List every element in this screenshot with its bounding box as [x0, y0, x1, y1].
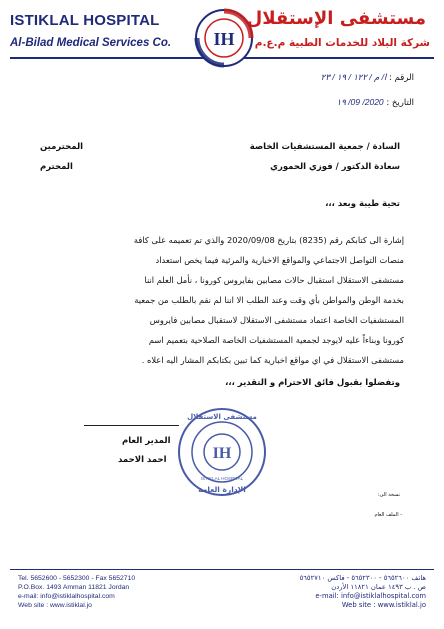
- addressee-1: السادة / جمعية المستشفيات الخاصة: [249, 142, 400, 152]
- body-line: مستشفى الاستقلال في اي مواقع اخبارية كما تبين بكتابكم المشار اليه اعلاه .: [141, 355, 404, 365]
- date-label: التاريخ :: [386, 98, 414, 108]
- addressee-2: سعادة الدكتور / فوزي الحموري: [270, 162, 400, 172]
- footer-website-en[interactable]: Web site : www.istiklal.jo: [18, 602, 92, 609]
- date-value: 2020/ 09/ ١٩: [336, 97, 384, 107]
- svg-text:مستشفى الاستقلال: مستشفى الاستقلال: [187, 413, 257, 421]
- cc-item: - الملف العام: [374, 512, 402, 518]
- body-line: المستشفيات الخاصة اعتماد مستشفى الاستقلال لاستقبال مصابين فايروس: [149, 315, 404, 325]
- body-line: بخدمة الوطن والمواطن بأي وقت وعند الطلب الا اننا لم نقم بالطلب من جمعية: [134, 295, 404, 305]
- svg-text:الإدارة العامة: الإدارة العامة: [198, 485, 246, 494]
- logo-monogram: IH: [213, 29, 235, 49]
- official-stamp: [176, 406, 268, 498]
- signatory-name: احمد الاحمد: [118, 455, 167, 465]
- ref-label: الرقم :: [389, 73, 414, 83]
- honorific-2: المحترم: [40, 162, 73, 172]
- reference-number: [321, 72, 414, 83]
- body-line: مستشفى الاستقلال استقبال حالات مصابين بفايروس كورونا ، نأمل العلم اننا: [144, 275, 404, 285]
- hospital-name-en: ISTIKLAL HOSPITAL: [10, 12, 160, 29]
- cc-label: نسخة الى:: [377, 492, 400, 498]
- closing-line: وتفضلوا بقبول فائق الاحترام و التقدير ،،،: [225, 378, 400, 388]
- footer-contact-en: [18, 574, 135, 610]
- footer-pobox-en: P.O.Box. 1493 Amman 11821 Jordan: [18, 584, 130, 591]
- company-name-ar: شركة البلاد للخدمات الطبية م.ع.م: [254, 37, 430, 49]
- signature-line: [84, 425, 179, 426]
- honorific-1: المحترمين: [40, 142, 84, 152]
- footer-contact-ar: [300, 574, 426, 610]
- body-line: إشارة الى كتابكم رقم (8235) بتاريخ 2020/09/08 والذي تم تعميمه على كافة: [133, 235, 404, 245]
- footer-phone-en: Tel. 5652600 - 5652300 - Fax 5652710: [18, 575, 136, 582]
- hospital-name-ar: مستشفى الإستقلال: [246, 8, 426, 29]
- footer-email-ar[interactable]: e-mail: info@istiklalhospital.com: [315, 592, 426, 600]
- footer-pobox-ar: ص . ب ١٤٩٣ عمان ١١٨٢١ الأردن: [331, 583, 426, 591]
- greeting: تحية طيبة وبعد ،،،: [325, 199, 400, 209]
- footer-divider: [10, 569, 434, 570]
- ref-value: ا/ م / ١٢٢ / ١٩ / ٢٣: [320, 72, 387, 82]
- hospital-logo: [194, 8, 254, 68]
- company-name-en: Al-Bilad Medical Services Co.: [10, 37, 172, 49]
- letter-date: [337, 97, 414, 108]
- letter-body: [38, 230, 404, 370]
- svg-text:ISTIKLAL HOSPITAL: ISTIKLAL HOSPITAL: [200, 476, 244, 481]
- signatory-title: المدير العام: [122, 436, 171, 446]
- footer-phone-ar: هاتف ٥٦٥٢٦٠٠ - ٥٦٥٢٣٠٠ - فاكس ٥٦٥٢٧١٠: [299, 574, 426, 582]
- footer-email-en[interactable]: e-mail: info@istiklalhospital.com: [18, 593, 115, 600]
- footer-website-ar[interactable]: Web site : www.istiklal.jo: [341, 601, 426, 609]
- body-line: منصات التواصل الاجتماعي والمواقع الاخبارية والمرئية فيما يخص استعداد: [155, 255, 404, 265]
- addressee-line-2: [40, 162, 400, 172]
- svg-text:IH: IH: [212, 445, 232, 462]
- addressee-line-1: [40, 142, 400, 152]
- body-line: كورونا وبناءاً عليه لايوجد لجمعية المستشفيات الخاصة الصلاحية بتعميم اسم: [148, 335, 404, 345]
